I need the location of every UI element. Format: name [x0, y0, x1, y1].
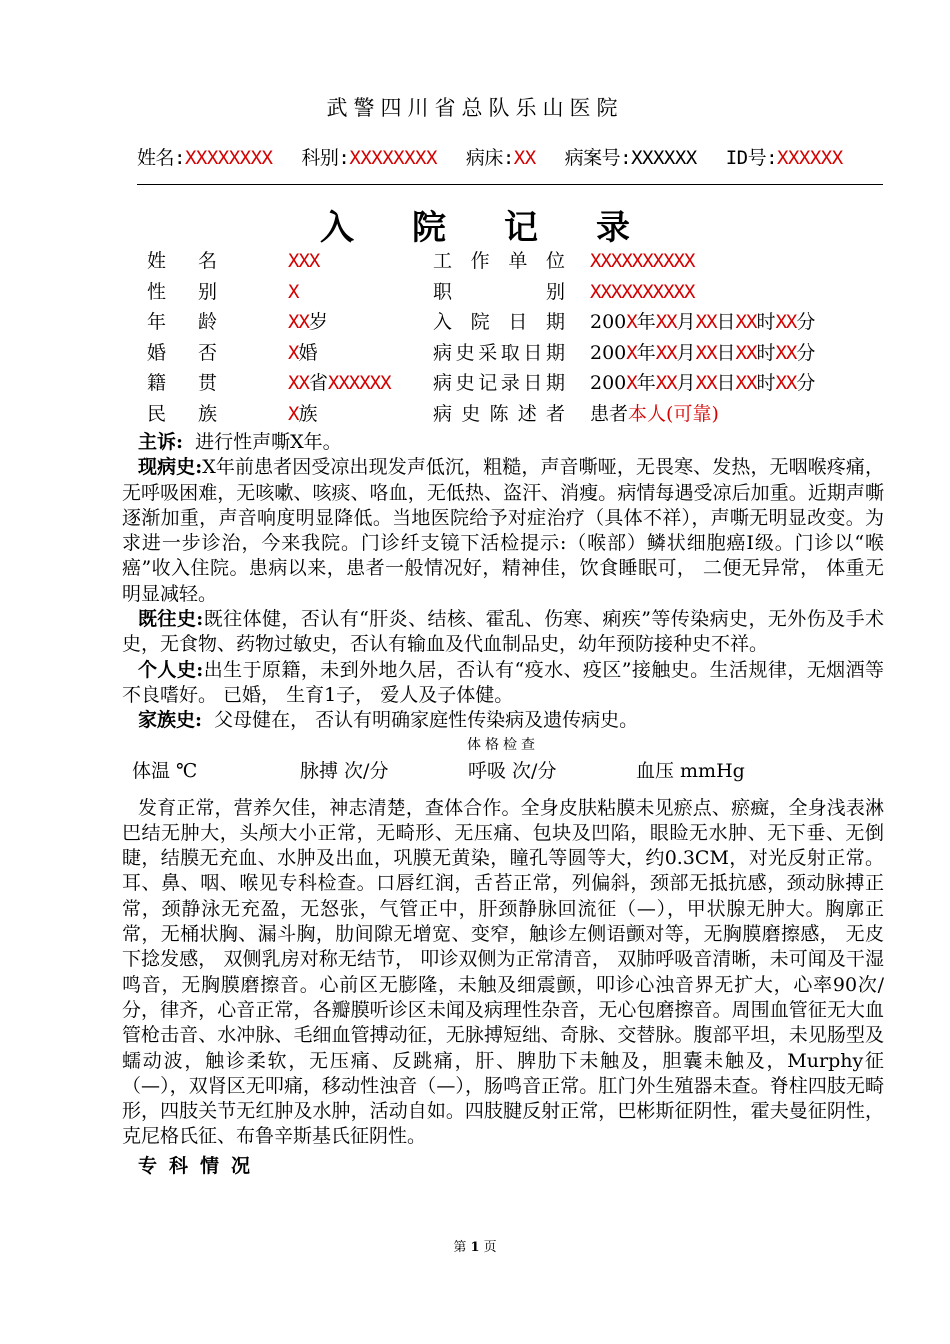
chief-complaint: 主诉: 进行性声嘶X年。	[138, 431, 342, 453]
personal-history: 个人史:出生于原籍，未到外地久居，否认有“疫水、疫区”接触史。生活规律，无烟酒等不良嗜好。 已婚， 生育1子， 爱人及子体健。	[122, 658, 884, 706]
narrator-value: 患者本人(可靠)	[590, 402, 719, 425]
origin-value: XX省XXXXXX	[288, 372, 391, 394]
physical-exam-heading: 体格检查	[467, 736, 539, 753]
work-unit-value: XXXXXXXXXX	[590, 250, 695, 272]
info-row	[147, 338, 907, 369]
name-label: 姓名	[147, 250, 217, 272]
sex-label: 性别	[147, 280, 217, 303]
marriage-value: X婚	[288, 341, 318, 364]
info-row	[147, 368, 907, 399]
work-unit-label: 工作单位	[433, 250, 565, 272]
ethnicity-label: 民族	[147, 402, 217, 425]
history-taken-date-label: 病史采取日期	[433, 341, 565, 364]
past-history: 既往史:既往体健，否认有“肝炎、结核、霍乱、伤寒、痢疾”等传染病史，无外伤及手术史，无食物、药物过敏史，否认有输血及代血制品史，幼年预防接种史不祥。	[122, 608, 884, 656]
case-number-field: 病案号:XXXXXX	[564, 147, 697, 169]
info-row	[147, 246, 907, 277]
physical-exam-text: 发育正常，营养欠佳，神志清楚，查体合作。全身皮肤粘膜未见瘀点、瘀癍，全身浅表淋巴结无肿大，头颅大小正常，无畸形、无压痛、包块及凹陷，眼睑无水肿、无下垂、无倒睫，结膜无充血、水肿及出血，巩膜无黄染，瞳孔等圆等大，约0.3CM，对光反射正常。耳、鼻、咽、喉见专科检查。口唇红润，舌苔正常，列偏斜，颈部无抵抗感，颈动脉搏正常，颈静泳无充盈，无怒张，气管正中，肝颈静脉回流征（—），甲状腺无肿大。胸廓正常，无桶状胸、漏斗胸，肋间隙无增宽、变窄，触诊左侧语颤对等，无胸膜磨擦感， 无皮下捻发感， 双侧乳房对称无结节， 叩诊双侧为正常清音， 双肺呼吸音清晰，未可闻及干湿鸣音，无胸膜磨擦音。心前区无膨隆，未触及细震颤，叩诊心浊音界无扩大，心率90次/分，律齐，心音正常，各瓣膜听诊区未闻及病理性杂音，无心包磨擦音。周围血管征无大血管枪击音、水冲脉、毛细血管搏动征，无脉搏短绌、奇脉、交替脉。腹部平坦，未见肠型及蠕动波，触诊柔软，无压痛、反跳痛，肝、脾肋下未触及，胆囊未触及，Murphy征（—），双肾区无叩痛，移动性浊音（—），肠鸣音正常。肛门外生殖器未查。脊柱四肢无畸形，四肢关节无红肿及水肿，活动自如。四肢腱反射正常，巴彬斯征阴性，霍夫曼征阴性，克尼格氏征、布鲁辛斯基氏征阴性。	[122, 796, 884, 1148]
hospital-name: 武警四川省总队乐山医院	[326, 96, 624, 120]
blood-pressure: 血压 mmHg	[636, 759, 745, 782]
patient-info-table	[147, 246, 907, 429]
document-title: 入院记录	[320, 208, 688, 248]
marriage-label: 婚否	[147, 341, 217, 364]
record-body	[122, 430, 884, 1179]
job-value: XXXXXXXXXX	[590, 280, 695, 303]
header-divider	[137, 184, 883, 185]
history-taken-date-value: 200X年XX月XX日XX时XX分	[590, 341, 816, 364]
history-recorded-date-value: 200X年XX月XX日XX时XX分	[590, 372, 816, 394]
name-value: XXX	[288, 250, 320, 272]
info-row	[147, 277, 907, 308]
info-row	[147, 399, 907, 430]
age-label: 年龄	[147, 311, 217, 333]
sex-value: X	[288, 280, 299, 303]
patient-name-field: 姓名:XXXXXXXX	[137, 147, 273, 169]
admission-date-value: 200X年XX月XX日XX时XX分	[590, 311, 816, 333]
page-footer: 第 1 页	[453, 1240, 497, 1255]
admission-date-label: 入院日期	[433, 311, 565, 333]
vital-signs	[122, 756, 884, 786]
history-recorded-date-label: 病史记录日期	[433, 372, 565, 394]
age-value: XX岁	[288, 311, 328, 333]
origin-label: 籍贯	[147, 372, 217, 394]
pulse: 脉搏 次/分	[300, 759, 389, 782]
bed-field: 病床:XX	[465, 147, 536, 169]
present-illness: 现病史:X年前患者因受凉出现发声低沉，粗糙，声音嘶哑，无畏寒、发热，无咽喉疼痛，无呼吸困难，无咳嗽、咳痰、咯血，无低热、盗汗、消瘦。病情每遇受凉后加重。近期声嘶逐渐加重，声音响度明显降低。当地医院给予对症治疗（具体不祥），声嘶无明显改变。为求进一步诊治，今来我院。门诊纤支镜下活检提示:（喉部）鳞状细胞癌Ⅰ级。门诊以“喉癌”收入住院。患病以来，患者一般情况好，精神佳，饮食睡眠可， 二便无异常， 体重无明显减轻。	[122, 456, 885, 605]
temperature: 体温 ℃	[132, 759, 198, 782]
respiration: 呼吸 次/分	[468, 759, 557, 782]
ethnicity-value: X族	[288, 402, 318, 425]
patient-id-bar	[137, 143, 861, 170]
id-number-field: ID号:XXXXXX	[725, 147, 843, 169]
job-label: 职别	[433, 280, 565, 303]
specialty-heading: 专科情况	[138, 1154, 263, 1177]
department-field: 科别:XXXXXXXX	[301, 147, 437, 169]
family-history: 家族史: 父母健在， 否认有明确家庭性传染病及遗传病史。	[138, 709, 639, 732]
narrator-label: 病史陈述者	[433, 402, 565, 425]
info-row	[147, 307, 907, 338]
